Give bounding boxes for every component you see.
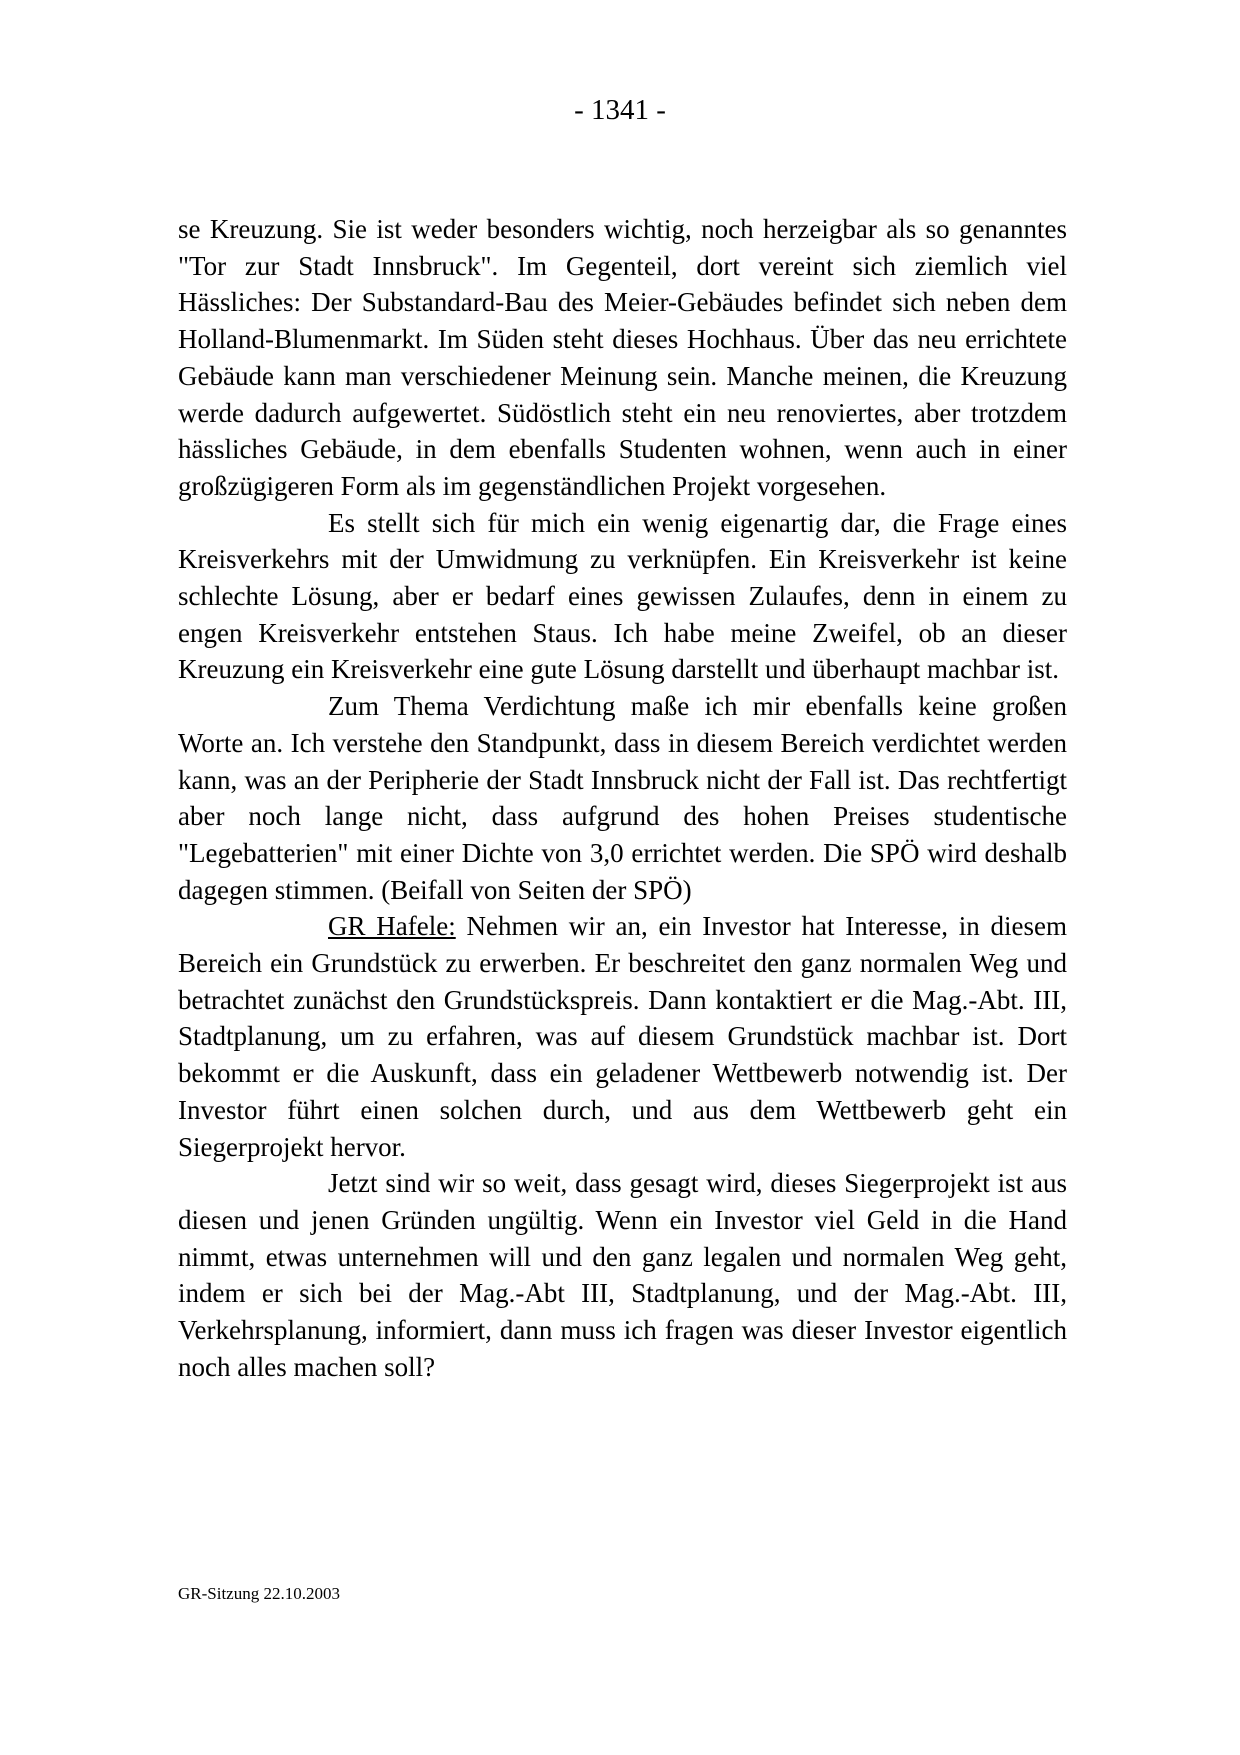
- footer-session-date: GR-Sitzung 22.10.2003: [178, 1584, 340, 1603]
- document-body: [178, 211, 1067, 1386]
- paragraph-kreisverkehr: Es stellt sich für mich ein wenig eigenartig dar, die Frage eines Kreisverkehrs mit der Umwidmung zu verknüpfen. Ein Kreisverkehr ist keine schlechte Lösung, aber er bedarf eines gewissen Zulaufes, denn in einem zu engen Kreisverkehr entstehen Staus. Ich habe meine Zweifel, ob an dieser Kreuzung ein Kreisverkehr eine gute Lösung darstellt und überhaupt machbar ist.: [178, 507, 1067, 685]
- speech-text: Nehmen wir an, ein Investor hat Interesse, in diesem Bereich ein Grundstück zu erwerben. Er beschreitet den ganz normalen Weg und betrachtet zunächst den Grundstückspreis. Dann kontaktiert er die Mag.-Abt. III, Stadtplanung, um zu erfahren, was auf diesem Grundstück machbar ist. Dort bekommt er die Auskunft, dass ein geladener Wettbewerb notwendig ist. Der Investor führt einen solchen durch, und aus dem Wettbewerb geht ein Siegerprojekt hervor.: [178, 911, 1067, 1162]
- paragraph-continuation: se Kreuzung. Sie ist weder besonders wichtig, noch herzeigbar als so genanntes "Tor zur Stadt Innsbruck". Im Gegenteil, dort vereint sich ziemlich viel Hässliches: Der Substandard-Bau des Meier-Gebäudes befindet sich neben dem Holland-Blumenmarkt. Im Süden steht dieses Hochhaus. Über das neu errichtete Gebäude kann man verschiedener Meinung sein. Manche meinen, die Kreuzung werde dadurch aufgewertet. Südöstlich steht ein neu renoviertes, aber trotzdem hässliches Gebäude, in dem ebenfalls Studenten wohnen, wenn auch in einer großzügigeren Form als im gegenständlichen Projekt vorgesehen.: [178, 214, 1067, 501]
- speaker-name: GR Hafele:: [328, 911, 456, 942]
- paragraph-speech-hafele: [178, 908, 1067, 1165]
- paragraph-verdichtung: Zum Thema Verdichtung maße ich mir ebenfalls keine großen Worte an. Ich verstehe den Standpunkt, dass in diesem Bereich verdichtet werden kann, was an der Peripherie der Stadt Innsbruck nicht der Fall ist. Das rechtfertigt aber noch lange nicht, dass aufgrund des hohen Preises studentische "Legebatterien" mit einer Dichte von 3,0 errichtet werden. Die SPÖ wird deshalb dagegen stimmen. (Beifall von Seiten der SPÖ): [178, 691, 1067, 905]
- paragraph-siegerprojekt: Jetzt sind wir so weit, dass gesagt wird, dieses Siegerprojekt ist aus diesen und jenen Gründen ungültig. Wenn ein Investor viel Geld in die Hand nimmt, etwas unternehmen will und den ganz legalen und normalen Weg geht, indem er sich bei der Mag.-Abt III, Stadtplanung, und der Mag.-Abt. III, Verkehrsplanung, informiert, dann muss ich fragen was dieser Investor eigentlich noch alles machen soll?: [178, 1168, 1067, 1382]
- page-number: - 1341 -: [574, 94, 666, 126]
